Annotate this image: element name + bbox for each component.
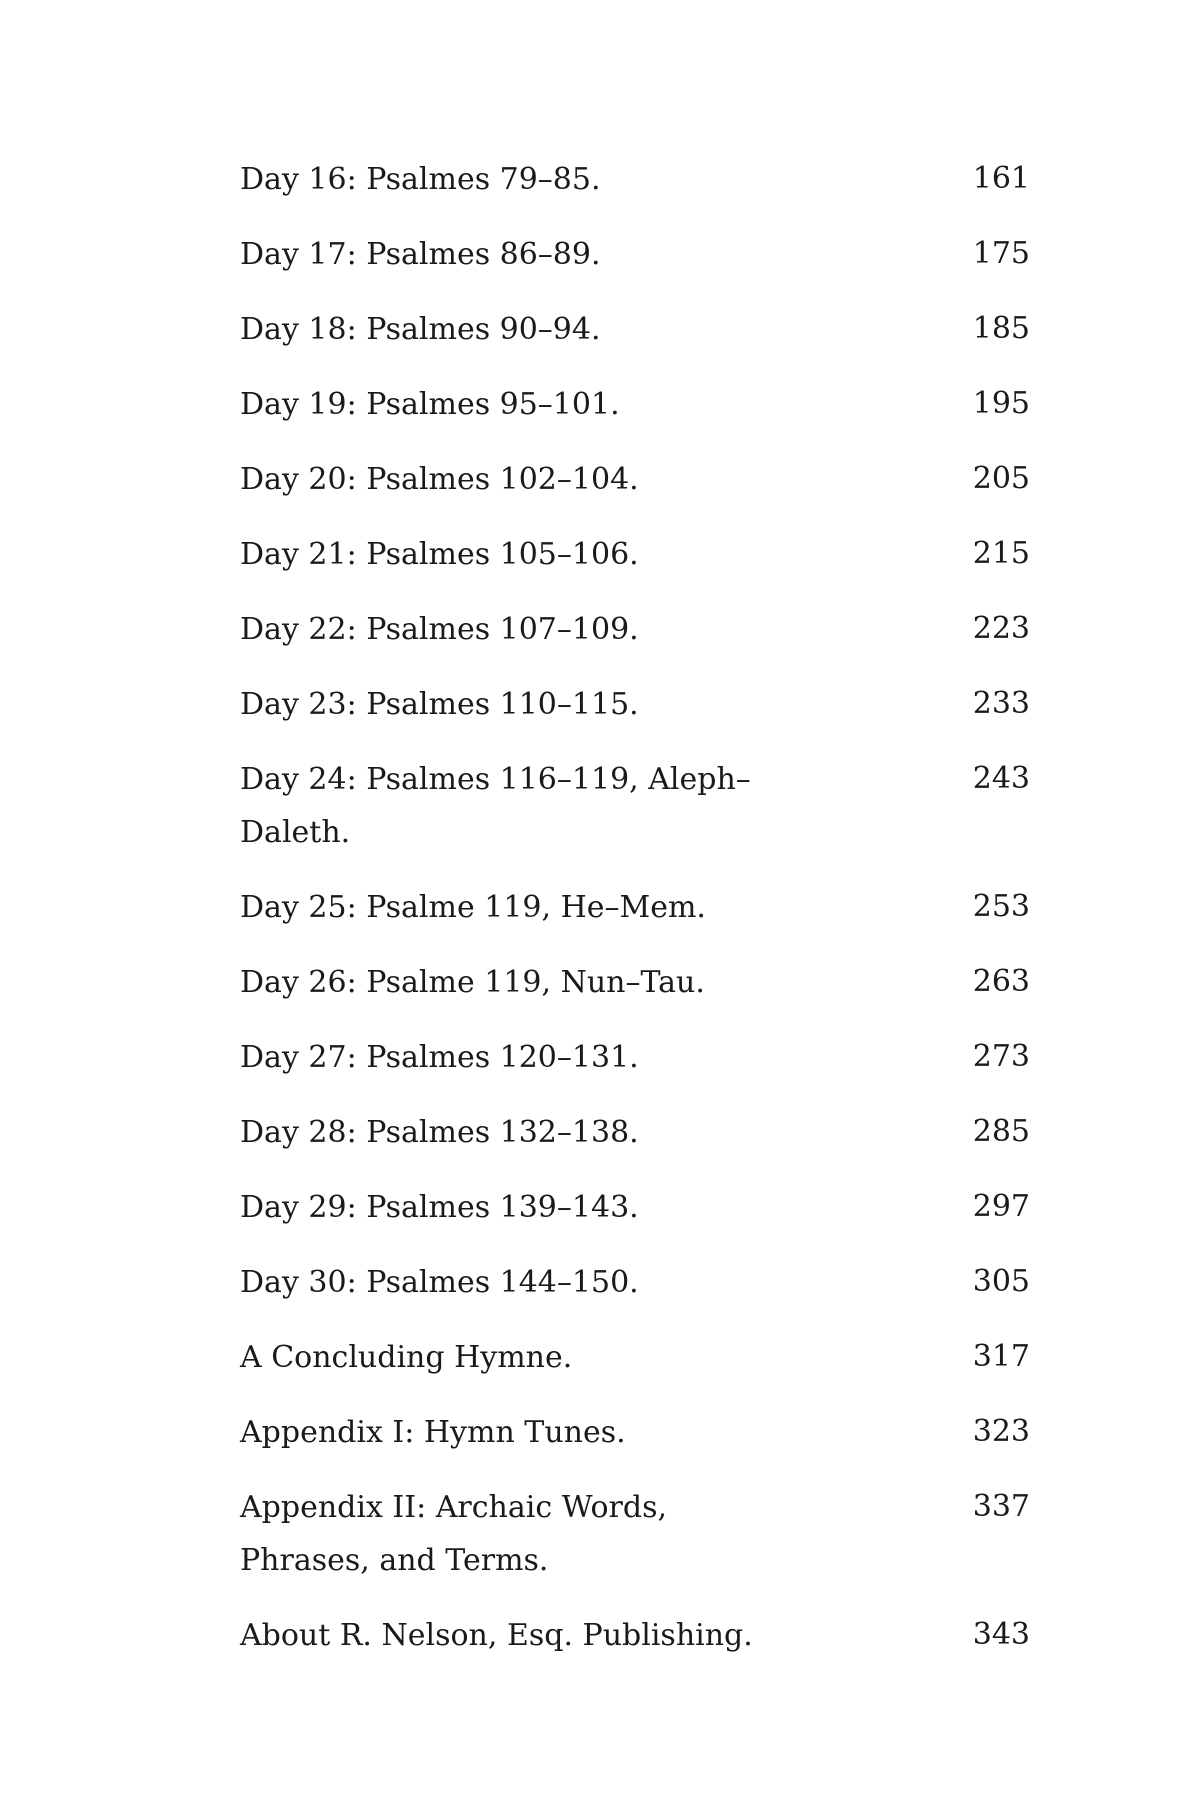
- table-of-contents: [240, 160, 1030, 1691]
- toc-entry-title: Appendix I: Hymn Tunes.: [240, 1415, 626, 1450]
- toc-entry-page: 263: [972, 964, 1030, 999]
- toc-entry-title: A Concluding Hymne.: [240, 1340, 573, 1375]
- toc-entry-page: 273: [972, 1039, 1030, 1074]
- toc-entry-title: Day 19: Psalmes 95–101.: [240, 387, 620, 422]
- toc-entry: [240, 385, 1030, 431]
- toc-entry: [240, 1113, 1030, 1159]
- toc-entry-title: Appendix II: Archaic Words, Phrases, and Terms.: [240, 1490, 668, 1578]
- toc-entry-page: 285: [972, 1114, 1030, 1149]
- toc-entry-page: 323: [972, 1414, 1030, 1449]
- toc-entry-title: Day 28: Psalmes 132–138.: [240, 1115, 639, 1150]
- toc-entry-title: Day 29: Psalmes 139–143.: [240, 1190, 639, 1225]
- toc-entry: [240, 1338, 1030, 1384]
- toc-entry-page: 305: [972, 1264, 1030, 1299]
- toc-entry: [240, 963, 1030, 1009]
- toc-entry-page: 205: [972, 461, 1030, 496]
- toc-entry: [240, 1188, 1030, 1234]
- toc-entry: [240, 1038, 1030, 1084]
- toc-entry: [240, 535, 1030, 581]
- toc-entry: [240, 760, 1030, 859]
- toc-entry: [240, 1488, 1030, 1587]
- toc-entry-title: Day 17: Psalmes 86–89.: [240, 237, 601, 272]
- toc-entry-title: Day 24: Psalmes 116–119, Aleph–Daleth.: [240, 762, 751, 850]
- toc-entry-page: 317: [972, 1339, 1030, 1374]
- toc-entry-page: 185: [972, 311, 1030, 346]
- toc-entry: [240, 1616, 1030, 1662]
- toc-entry-title: Day 30: Psalmes 144–150.: [240, 1265, 639, 1300]
- toc-entry: [240, 235, 1030, 281]
- toc-entry-title: Day 21: Psalmes 105–106.: [240, 537, 639, 572]
- toc-entry-page: 243: [972, 761, 1030, 796]
- toc-entry-title: Day 25: Psalme 119, He–Mem.: [240, 890, 706, 925]
- toc-entry-title: Day 18: Psalmes 90–94.: [240, 312, 601, 347]
- toc-entry: [240, 160, 1030, 206]
- toc-entry: [240, 460, 1030, 506]
- toc-entry-title: Day 23: Psalmes 110–115.: [240, 687, 639, 722]
- toc-entry-page: 215: [972, 536, 1030, 571]
- toc-entry-page: 161: [972, 161, 1030, 196]
- toc-entry-title: About R. Nelson, Esq. Publishing.: [240, 1618, 753, 1653]
- toc-entry-page: 195: [972, 386, 1030, 421]
- toc-entry-title: Day 26: Psalme 119, Nun–Tau.: [240, 965, 705, 1000]
- toc-entry: [240, 310, 1030, 356]
- toc-entry: [240, 1263, 1030, 1309]
- toc-entry-page: 253: [972, 889, 1030, 924]
- toc-entry-title: Day 20: Psalmes 102–104.: [240, 462, 639, 497]
- toc-entry: [240, 1413, 1030, 1459]
- toc-entry-page: 175: [972, 236, 1030, 271]
- toc-entry: [240, 888, 1030, 934]
- toc-entry-page: 337: [972, 1489, 1030, 1524]
- toc-entry: [240, 685, 1030, 731]
- toc-entry-title: Day 22: Psalmes 107–109.: [240, 612, 639, 647]
- toc-entry-page: 297: [972, 1189, 1030, 1224]
- toc-entry-page: 223: [972, 611, 1030, 646]
- toc-entry-page: 233: [972, 686, 1030, 721]
- toc-entry-page: 343: [972, 1617, 1030, 1652]
- toc-entry-title: Day 16: Psalmes 79–85.: [240, 162, 601, 197]
- toc-entry: [240, 610, 1030, 656]
- toc-entry-title: Day 27: Psalmes 120–131.: [240, 1040, 639, 1075]
